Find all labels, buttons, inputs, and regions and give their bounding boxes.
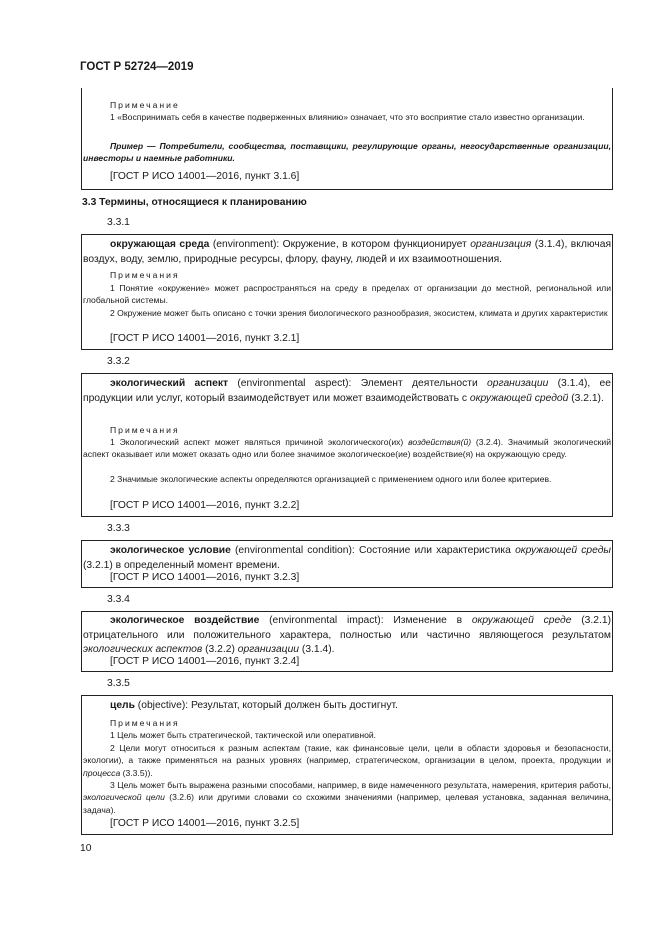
- note-text: 1 Цель может быть стратегической, тактической или оперативной.: [110, 730, 377, 740]
- note-text: 1 Понятие «окружение» может распространяться на среду в пределах от организации до местной, региональной или глобальной системы.: [83, 283, 611, 306]
- term-number: 3.3.4: [107, 594, 130, 605]
- note-heading: Примечание: [110, 100, 180, 110]
- note-text: 2 Цели могут относиться к разным аспектам (такие, как финансовые цели, цели в области здоровья и безопасности, экологии), а также применяться на разных уровнях (например, стратегическом, организации в целом, проекта, продукции и процесса (3.3.5)).: [83, 743, 611, 778]
- term-number: 3.3.3: [107, 523, 130, 534]
- reference: [ГОСТ Р ИСО 14001—2016, пункт 3.2.2]: [110, 500, 300, 511]
- notes-heading: Примечания: [110, 425, 180, 435]
- note-text: 2 Окружение может быть описано с точки зрения биологического разнообразия, экосистем, климата и других характеристик: [110, 308, 608, 318]
- note-text: 1 Экологический аспект может являться причиной экологического(их) воздействия(й) (3.2.4). Значимый экологический аспект оказывает или может оказать одно или более значимое экологическое(ие) воздействие(я) на окружающую среду.: [83, 437, 611, 460]
- term-number: 3.3.2: [107, 356, 130, 367]
- term-name: экологическое условие: [110, 545, 231, 556]
- note-text: 3 Цель может быть выражена разными способами, например, в виде намеченного результата, намерения, критерия работы, экологической цели (3.2.6) или другими словами со схожими значениями (например, целевая установка, заданная величина, задача).: [83, 780, 611, 815]
- example-text: Потребители, сообщества, поставщики, регулирующие органы, негосударственные организации, инвесторы и наемные работники.: [83, 141, 611, 164]
- reference: [ГОСТ Р ИСО 14001—2016, пункт 3.2.5]: [110, 818, 300, 829]
- term-name: окружающая среда: [110, 239, 210, 250]
- reference: [ГОСТ Р ИСО 14001—2016, пункт 3.2.3]: [110, 572, 300, 583]
- term-definition: цель (objective): Результат, который должен быть достигнут.: [110, 700, 398, 711]
- document-id: ГОСТ Р 52724—2019: [80, 61, 194, 73]
- section-title: 3.3 Термины, относящиеся к планированию: [82, 197, 307, 208]
- page-number: 10: [80, 843, 92, 854]
- notes-heading: Примечания: [110, 270, 180, 280]
- example-paragraph: [83, 140, 611, 165]
- example-label: Пример —: [110, 141, 160, 151]
- term-definition: экологический аспект (environmental aspect): Элемент деятельности организации (3.1.4), ее продукции или услуг, который взаимодействует или может взаимодействовать с окружающей средой (3.2.1).: [83, 378, 611, 404]
- term-number: 3.3.1: [107, 217, 130, 228]
- term-number: 3.3.5: [107, 678, 130, 689]
- note-text: 1 «Воспринимать себя в качестве подверженных влиянию» означает, что это восприятие стало известно организации.: [110, 112, 585, 122]
- reference: [ГОСТ Р ИСО 14001—2016, пункт 3.2.4]: [110, 656, 300, 667]
- notes-heading: Примечания: [110, 718, 180, 728]
- term-definition: экологическое условие (environmental condition): Состояние или характеристика окружающей среды (3.2.1) в определенный момент времени.: [83, 545, 611, 571]
- reference: [ГОСТ Р ИСО 14001—2016, пункт 3.2.1]: [110, 333, 300, 344]
- term-name: экологический аспект: [110, 378, 229, 389]
- term-name: экологическое воздействие: [110, 615, 260, 626]
- reference: [ГОСТ Р ИСО 14001—2016, пункт 3.1.6]: [110, 171, 300, 182]
- term-definition: экологическое воздействие (environmental impact): Изменение в окружающей среде (3.2.1) отрицательного или положительного характера, полностью или частично являющегося результатом экологических аспектов (3.2.2) организации (3.1.4).: [83, 615, 611, 655]
- term-definition: окружающая среда (environment): Окружение, в котором функционирует организация (3.1.4), включая воздух, воду, землю, природные ресурсы, флору, фауну, людей и их взаимоотношения.: [83, 239, 612, 265]
- note-text: 2 Значимые экологические аспекты определяются организацией с применением одного или более критериев.: [110, 474, 552, 484]
- term-name: цель: [110, 700, 135, 711]
